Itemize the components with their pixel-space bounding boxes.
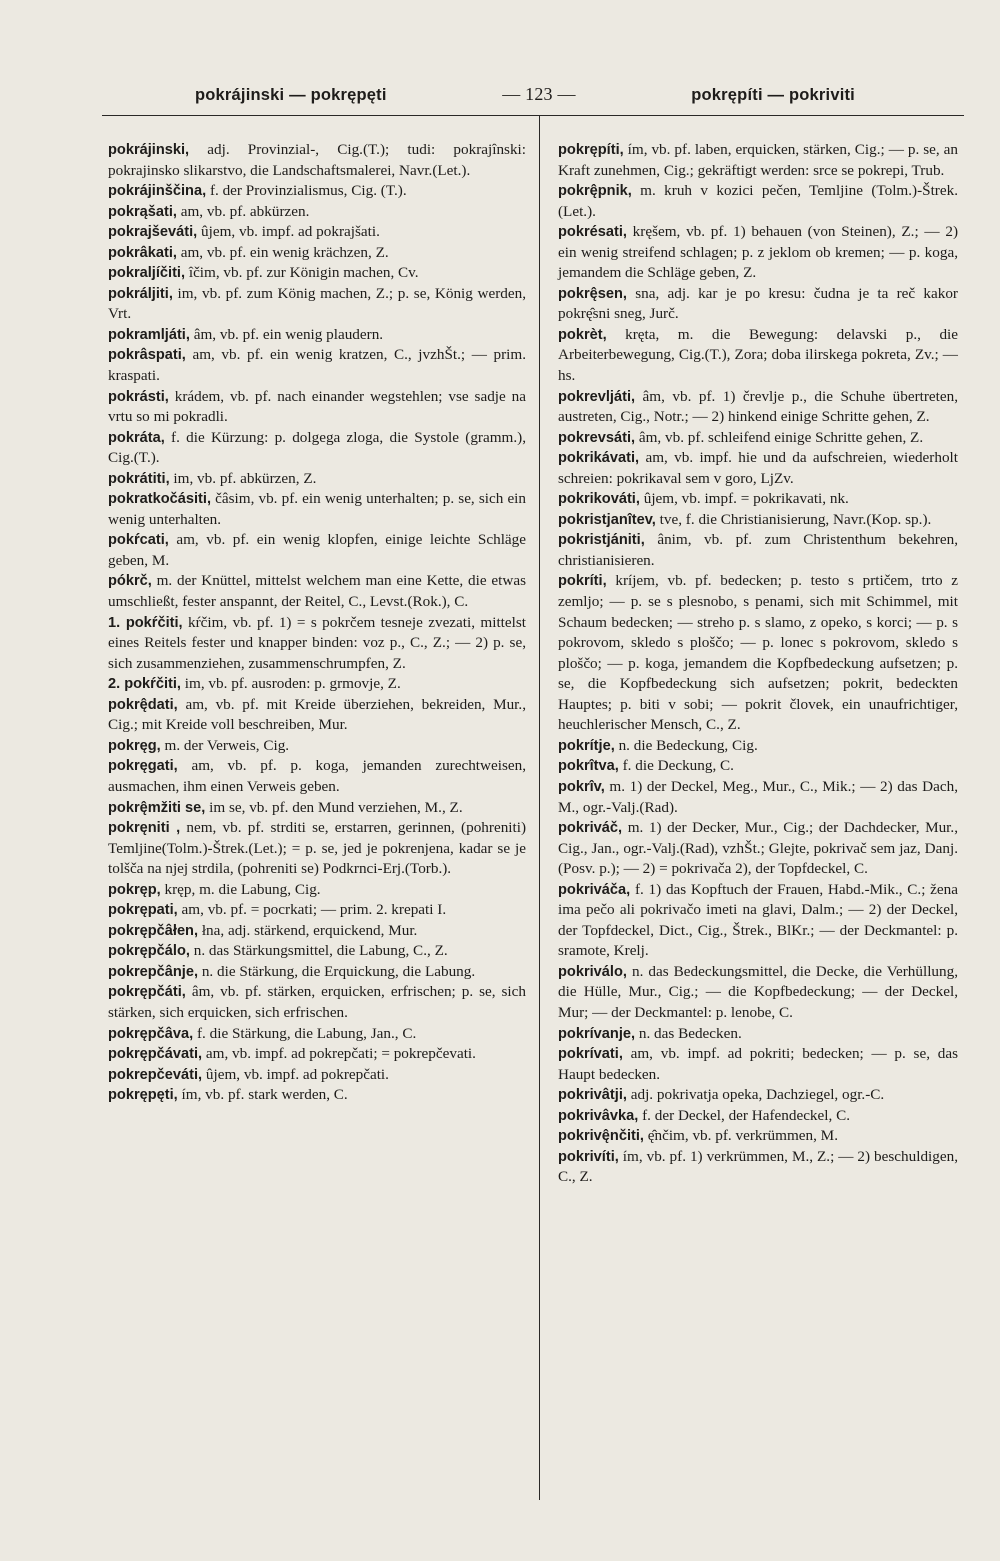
entry-definition: sna, adj. kar je po kresu: čudna je ta reč kakor pokrę̂sni sneg, Jurč. xyxy=(558,284,958,323)
entry-headword: pokrepčânje, xyxy=(108,963,199,980)
entry-headword: pokrępati, xyxy=(108,902,178,919)
left-column xyxy=(108,140,526,1106)
entry-definition: am, vb. impf. ad pokrepčati; = pokrepčevati. xyxy=(202,1045,476,1063)
entry-headword: pokrepčeváti, xyxy=(108,1066,203,1083)
dictionary-entry xyxy=(108,284,526,325)
dictionary-entry xyxy=(558,818,958,880)
dictionary-entry xyxy=(558,880,958,962)
dictionary-entry xyxy=(108,613,526,675)
entry-definition: âm, vb. pf. 1) črevlje p., die Schuhe übertreten, austreten, Cig., Notr.; — 2) hinkend einige Schritte gehen, Z. xyxy=(558,387,958,426)
entry-headword: pokrępíti, xyxy=(558,142,624,158)
dictionary-entry xyxy=(558,756,958,777)
dictionary-entry xyxy=(558,222,958,284)
entry-definition: am, vb. pf. ein wenig krächzen, Z. xyxy=(176,243,389,261)
running-head xyxy=(195,84,855,105)
dictionary-entry xyxy=(558,284,958,325)
entry-definition: n. die Stärkung, die Erquickung, die Labung. xyxy=(198,962,476,980)
dictionary-entry xyxy=(108,1044,526,1065)
entry-headword: pokrępęti, xyxy=(108,1087,178,1104)
entry-definition: n. das Bedeckungsmittel, die Decke, die Verhüllung, die Hülle, Mur., Cig.; — die Kopfbedeckung; — der Deckel, Mur; — der Deckmantel: p. lenobe, C. xyxy=(558,962,958,1021)
entry-headword: pokrivíti, xyxy=(558,1148,619,1165)
entry-definition: ím, vb. pf. laben, erquicken, stärken, Cig.; — p. se, an Kraft zunehmen, Cig.; gekräftigt werden: srce se pokrepi, Trub. xyxy=(558,141,958,179)
dictionary-entry xyxy=(558,387,958,428)
dictionary-entry xyxy=(558,1085,958,1106)
dictionary-entry xyxy=(558,530,958,571)
entry-headword: pokriváča, xyxy=(558,881,631,898)
entry-headword: pokrę̂pnik, xyxy=(558,183,632,200)
dictionary-entry xyxy=(108,202,526,223)
entry-definition: ûjem, vb. impf. ad pokrajšati. xyxy=(197,223,380,241)
entry-headword: pokrępčâłen, xyxy=(108,922,199,939)
entry-headword: pokrikováti, xyxy=(558,491,640,508)
entry-definition: ûjem, vb. impf. = pokrikavati, nk. xyxy=(639,490,849,508)
entry-definition: m. 1) der Decker, Mur., Cig.; der Dachdecker, Mur., Cig., Jan., ogr.-Valj.(Rad), vzhŠt.; Glejte, pokrivač sem jaz, Danj.(Posv. p.); — 2) = pokrivača 2), der Topfdeckel, C. xyxy=(558,819,958,878)
dictionary-entry xyxy=(558,489,958,510)
dictionary-entry xyxy=(558,1147,958,1188)
entry-headword: pokrásti, xyxy=(108,388,169,405)
dictionary-entry xyxy=(108,428,526,469)
dictionary-entry xyxy=(108,798,526,819)
dictionary-entry xyxy=(108,263,526,284)
header-rule xyxy=(102,115,964,116)
running-head-right: pokrępíti — pokriviti xyxy=(691,86,855,104)
entry-definition: kręp, m. die Labung, Cig. xyxy=(160,880,321,898)
entry-headword: pokrivâvka, xyxy=(558,1107,639,1124)
dictionary-entry xyxy=(558,325,958,387)
dictionary-entry xyxy=(108,181,526,202)
entry-headword: pokriválo, xyxy=(558,963,627,980)
entry-headword: pokráta, xyxy=(108,429,165,446)
entry-headword: pokristjanîtev, xyxy=(558,511,656,528)
entry-headword: pokrâkati, xyxy=(108,244,177,261)
entry-headword: pokrâspati, xyxy=(108,347,186,364)
entry-headword: pokrępčálo, xyxy=(108,943,190,960)
entry-headword: pokrę̂sen, xyxy=(558,285,627,302)
entry-headword: pokrítje, xyxy=(558,737,615,754)
entry-definition: f. 1) das Kopftuch der Frauen, Habd.-Mik., C.; žena ima pečo ali pokrivačo imeti na glavi, Dalm.; — 2) der Deckel, der Topfdeckel, Dict., Cig., Štrek., BlKr.; — der Deckmantel: p. sramote, Krelj. xyxy=(558,880,958,960)
entry-definition: ûjem, vb. impf. ad pokrepčati. xyxy=(202,1065,389,1083)
dictionary-entry xyxy=(558,736,958,757)
dictionary-entry xyxy=(108,818,526,880)
entry-headword: pokrępčáti, xyxy=(108,984,186,1001)
entry-headword: pokrívati, xyxy=(558,1046,623,1063)
entry-headword: pokrèt, xyxy=(558,326,607,343)
entry-definition: tve, f. die Christianisierung, Navr.(Kop. sp.). xyxy=(655,510,932,528)
dictionary-entry xyxy=(558,448,958,489)
dictionary-entry xyxy=(108,345,526,386)
entry-definition: kręta, m. die Bewegung: delavski p., die Arbeiterbewegung, Cig.(T.), Zora; doba ilirskega pokreta, Zv.; — hs. xyxy=(558,325,958,385)
entry-definition: ím, vb. pf. 1) verkrümmen, M., Z.; — 2) beschuldigen, C., Z. xyxy=(558,1147,958,1186)
dictionary-entry xyxy=(108,140,526,181)
entry-headword: pokrevljáti, xyxy=(558,388,636,405)
entry-headword: pokrępčávati, xyxy=(108,1046,203,1063)
entry-definition: f. die Kürzung: p. dolgega zloga, die Systole (gramm.), Cig.(T.). xyxy=(108,428,526,467)
entry-definition: f. der Provinzialismus, Cig. (T.). xyxy=(206,182,407,200)
entry-headword: pokręp, xyxy=(108,881,161,898)
entry-headword: pokrîv, xyxy=(558,778,605,795)
dictionary-entry xyxy=(108,962,526,983)
entry-headword: pokręniti , xyxy=(108,820,181,837)
entry-definition: f. der Deckel, der Hafendeckel, C. xyxy=(638,1106,851,1124)
entry-definition: łna, adj. stärkend, erquickend, Mur. xyxy=(198,921,418,939)
dictionary-entry xyxy=(108,243,526,264)
entry-headword: pokrąšati, xyxy=(108,203,177,220)
entry-headword: pokríti, xyxy=(558,573,607,590)
entry-definition: m. der Knüttel, mittelst welchem man eine Kette, die etwas umschließt, fester anspannt, der Reitel, C., Levst.(Rok.), C. xyxy=(108,572,526,611)
dictionary-entry xyxy=(108,674,526,695)
dictionary-entry xyxy=(558,571,958,735)
dictionary-entry xyxy=(108,469,526,490)
column-divider xyxy=(539,115,540,1500)
entry-definition: am, vb. pf. abkürzen. xyxy=(176,202,310,220)
dictionary-entry xyxy=(108,222,526,243)
entry-headword: pokręgati, xyxy=(108,758,178,775)
dictionary-entry xyxy=(558,510,958,531)
entry-definition: ím, vb. pf. stark werden, C. xyxy=(177,1086,348,1104)
entry-headword: pokręg, xyxy=(108,737,161,754)
page-number: — 123 — xyxy=(502,84,576,104)
entry-headword: pokrájinski, xyxy=(108,142,190,158)
entry-headword: pokristjániti, xyxy=(558,532,645,549)
entry-definition: n. das Stärkungsmittel, die Labung, C., Z. xyxy=(189,942,448,960)
entry-headword: pokrivę̂nčiti, xyxy=(558,1128,644,1145)
dictionary-entry xyxy=(108,880,526,901)
dictionary-entry xyxy=(108,900,526,921)
entry-definition: ę̂nčim, vb. pf. verkrümmen, M. xyxy=(643,1127,838,1145)
entry-definition: am, vb. pf. ein wenig klopfen, einige leichte Schläge geben, M. xyxy=(108,531,526,569)
entry-headword: pokrępčâva, xyxy=(108,1025,194,1042)
entry-definition: im, vb. pf. abkürzen, Z. xyxy=(169,469,317,487)
entry-definition: âm, vb. pf. schleifend einige Schritte gehen, Z. xyxy=(635,428,924,446)
entry-headword: pokraljíčiti, xyxy=(108,265,186,282)
entry-definition: m. 1) der Deckel, Meg., Mur., C., Mik.; — 2) das Dach, M., ogr.-Valj.(Rad). xyxy=(558,777,958,816)
dictionary-entry xyxy=(108,1085,526,1106)
entry-definition: m. kruh v kozici pečen, Temljine (Tolm.)-Štrek.(Let.). xyxy=(558,182,958,220)
entry-definition: kríjem, vb. pf. bedecken; p. testo s prtičem, trto z zemljo; — p. se s plesnobo, s penami, sich mit Schimmel, mit Schaum bedecken; — streho p. s slamo, z opeko, s korci; — p. s pokrovom, skledo s ploščo; — p. lonec s pokrovom, skledo s ploščo; — p. koga, jemandem die Kopfbedeckung aufsetzen; p. se, die Kopfbedeckung sich aufsetzen; pokrit, bedeckten Hauptes; p. biti v sobi; — pokrit človek, ein unaufrichtiger, heuchlerischer Mensch, C., Z. xyxy=(558,572,958,734)
dictionary-entry xyxy=(558,962,958,1024)
entry-headword: pokrátiti, xyxy=(108,470,170,487)
entry-headword: pokrę̂dati, xyxy=(108,696,178,713)
entry-definition: am, vb. pf. p. koga, jemanden zurechtweisen, ausmachen, ihm einen Verweis geben. xyxy=(108,757,526,795)
entry-definition: am, vb. impf. ad pokriti; bedecken; — p. se, das Haupt bedecken. xyxy=(558,1045,958,1083)
entry-definition: kŕčim, vb. pf. 1) = s pokrčem tesneje zvezati, mittelst eines Reitels fester und knapper binden: voz p., C., Z.; — 2) p. se, sich zusammenziehen, zusammenschrumpfen, Z. xyxy=(108,613,526,672)
entry-definition: am, vb. impf. hie und da aufschreien, wiederholt schreien: pokrikaval sem v goro, LjZv. xyxy=(558,449,958,487)
right-column xyxy=(558,140,958,1188)
entry-definition: n. die Bedeckung, Cig. xyxy=(614,736,758,754)
dictionary-entry xyxy=(108,756,526,797)
entry-headword: pokriváč, xyxy=(558,820,623,837)
dictionary-entry xyxy=(108,1024,526,1045)
entry-definition: am, vb. pf. = pocrkati; — prim. 2. krepati I. xyxy=(177,901,447,919)
dictionary-entry xyxy=(108,982,526,1023)
entry-headword: 1. pokŕčiti, xyxy=(108,614,183,631)
dictionary-entry xyxy=(108,387,526,428)
entry-definition: adj. Provinzial-, Cig.(T.); tudi: pokrajînski: pokrajinsko slikarstvo, die Landschaftsmalerei, Navr.(Let.). xyxy=(108,141,526,179)
running-head-left: pokrájinski — pokrępęti xyxy=(195,86,387,104)
dictionary-entry xyxy=(108,489,526,530)
entry-headword: pokrésati, xyxy=(558,224,627,241)
entry-headword: 2. pokŕčiti, xyxy=(108,676,181,693)
dictionary-entry xyxy=(108,1065,526,1086)
entry-definition: ânim, vb. pf. zum Christenthum bekehren, christianisieren. xyxy=(558,531,958,569)
entry-definition: îčim, vb. pf. zur Königin machen, Cv. xyxy=(185,264,419,282)
entry-headword: pokrívanje, xyxy=(558,1025,636,1042)
dictionary-entry xyxy=(558,1106,958,1127)
dictionary-entry xyxy=(558,140,958,181)
entry-headword: pokrikávati, xyxy=(558,450,640,467)
entry-headword: pokratkočásiti, xyxy=(108,491,212,508)
entry-headword: pokrîtva, xyxy=(558,758,619,775)
dictionary-entry xyxy=(558,1044,958,1085)
entry-definition: adj. pokrivatja opeka, Dachziegel, ogr.-C. xyxy=(626,1086,885,1104)
entry-headword: pokráljiti, xyxy=(108,285,173,302)
entry-definition: f. die Stärkung, die Labung, Jan., C. xyxy=(193,1024,417,1042)
dictionary-entry xyxy=(108,921,526,942)
entry-definition: im, vb. pf. ausroden: p. grmovje, Z. xyxy=(181,675,401,693)
entry-definition: f. die Deckung, C. xyxy=(618,757,734,775)
entry-headword: pokrę̂mžiti se, xyxy=(108,799,206,816)
dictionary-entry xyxy=(108,736,526,757)
entry-definition: am, vb. pf. ein wenig kratzen, C., jvzhŠt.; — prim. kraspati. xyxy=(108,346,526,385)
entry-definition: krádem, vb. pf. nach einander wegstehlen; vse sadje na vrtu so mi pokradli. xyxy=(108,387,526,426)
entry-definition: im se, vb. pf. den Mund verziehen, M., Z. xyxy=(205,798,463,816)
entry-definition: âm, vb. pf. stärken, erquicken, erfrischen; p. se, sich stärken, sich erquicken, sich erfrischen. xyxy=(108,983,526,1021)
entry-headword: pokrájinščina, xyxy=(108,183,207,200)
dictionary-entry xyxy=(558,777,958,818)
entry-headword: pókrč, xyxy=(108,573,152,590)
entry-headword: pokramljáti, xyxy=(108,326,190,343)
dictionary-entry xyxy=(108,941,526,962)
dictionary-entry xyxy=(108,571,526,612)
dictionary-entry xyxy=(558,1126,958,1147)
entry-definition: am, vb. pf. mit Kreide überziehen, bekreiden, Mur., Cig.; mit Kreide voll beschreiben, Mur. xyxy=(108,695,526,734)
entry-definition: nem, vb. pf. strditi se, erstarren, gerinnen, (pohreniti) Temljine(Tolm.)-Štrek.(Let.); = p. se, jed je pokrenjena, kadar se je tolšča na njej strdila, (pohreniti se) Podkrnci-Erj.(Torb.). xyxy=(108,819,527,878)
dictionary-entry xyxy=(108,530,526,571)
entry-headword: pokrajševáti, xyxy=(108,224,198,241)
dictionary-entry xyxy=(108,695,526,736)
dictionary-entry xyxy=(558,1024,958,1045)
entry-definition: im, vb. pf. zum König machen, Z.; p. se, König werden, Vrt. xyxy=(108,284,526,323)
entry-headword: pokŕcati, xyxy=(108,532,169,549)
entry-headword: pokrevsáti, xyxy=(558,429,636,446)
dictionary-entry xyxy=(558,181,958,222)
entry-headword: pokrivâtji, xyxy=(558,1087,627,1104)
dictionary-entry xyxy=(558,428,958,449)
entry-definition: čâsim, vb. pf. ein wenig unterhalten; p. se, sich ein wenig unterhalten. xyxy=(108,490,526,528)
entry-definition: âm, vb. pf. ein wenig plaudern. xyxy=(189,325,384,343)
entry-definition: kręšem, vb. pf. 1) behauen (von Steinen), Z.; — 2) ein wenig streifend schlagen; p. z jeklom ob kremen; — p. koga, jemandem die Schläge geben, Z. xyxy=(558,223,958,282)
entry-definition: n. das Bedecken. xyxy=(635,1024,742,1042)
dictionary-entry xyxy=(108,325,526,346)
entry-definition: m. der Verweis, Cig. xyxy=(160,736,290,754)
